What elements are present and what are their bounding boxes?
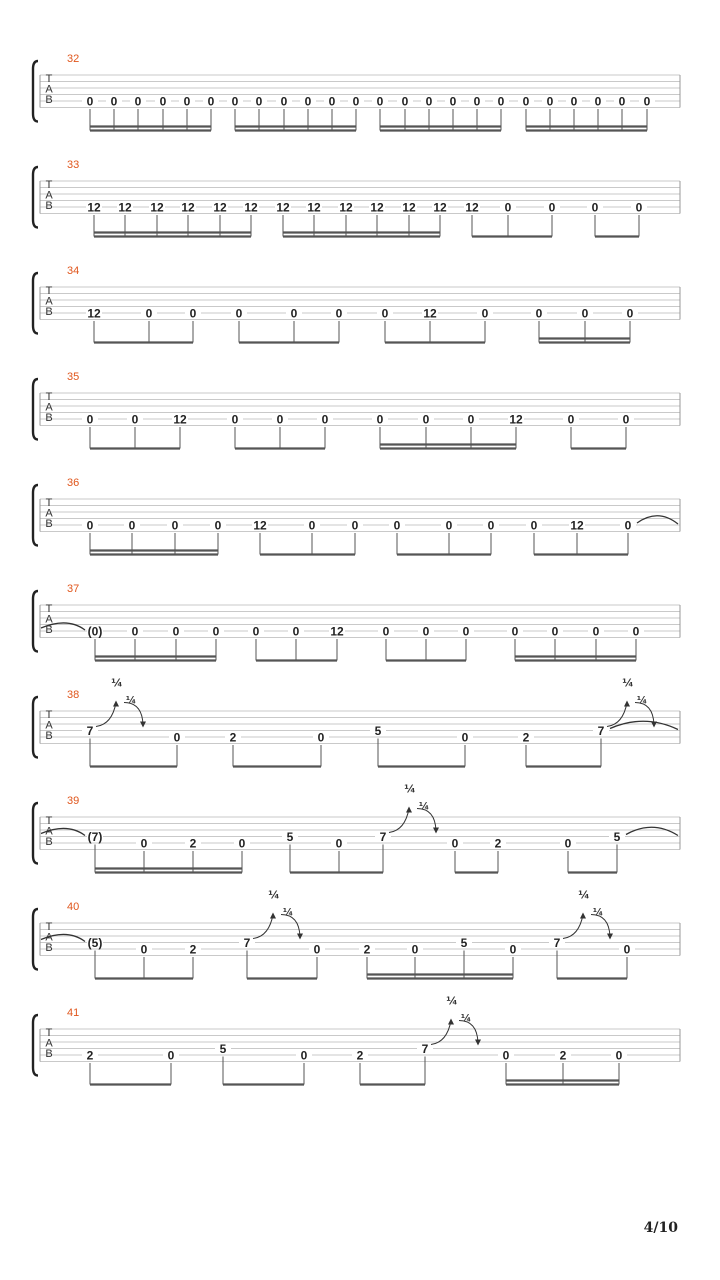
system-bracket <box>33 909 38 970</box>
tab-system <box>33 783 680 873</box>
tab-clef-letter: B <box>45 94 53 106</box>
tab-clef-letter: A <box>45 507 53 520</box>
tab-clef-letter: A <box>45 83 53 96</box>
fret-number: 12 <box>118 200 132 215</box>
fret-number: 12 <box>423 306 437 321</box>
bend-curve <box>431 1021 451 1045</box>
fret-number: 0 <box>86 94 94 109</box>
system-bracket <box>33 1015 38 1076</box>
fret-number: 0 <box>214 518 222 533</box>
fret-number: 0 <box>530 518 538 533</box>
fret-number: 0 <box>635 200 643 215</box>
bend-amount: ¼ <box>446 994 458 1008</box>
tab-clef-letter: B <box>45 836 53 848</box>
fret-number: 0 <box>173 730 181 745</box>
tie-out <box>610 721 678 729</box>
fret-number: 0 <box>317 730 325 745</box>
release-amount: ¼ <box>282 907 294 919</box>
fret-number: 0 <box>231 412 239 427</box>
fret-number: 0 <box>504 200 512 215</box>
tab-system <box>33 53 680 131</box>
fret-number: 2 <box>356 1048 364 1063</box>
measure-number: 32 <box>67 53 80 65</box>
release-amount: ¼ <box>636 695 648 707</box>
measure-number: 36 <box>67 477 80 489</box>
bend-curve <box>253 915 273 939</box>
bend-arrow-up <box>406 807 412 813</box>
bend-amount: ¼ <box>268 888 280 902</box>
bend-arrow-up <box>448 1019 454 1025</box>
tab-clef-letter: A <box>45 401 53 414</box>
fret-number: 0 <box>128 518 136 533</box>
tab-clef-letter: T <box>45 179 53 191</box>
fret-number: 0 <box>313 942 321 957</box>
fret-number: 0 <box>167 1048 175 1063</box>
tab-clef-letter: A <box>45 931 53 944</box>
bend-amount: ¼ <box>404 782 416 796</box>
fret-number: 12 <box>339 200 353 215</box>
tab-clef-letter: T <box>45 921 53 933</box>
release-amount: ¼ <box>460 1013 472 1025</box>
system-bracket <box>33 167 38 228</box>
fret-number: 0 <box>487 518 495 533</box>
fret-number: 12 <box>276 200 290 215</box>
fret-number: 0 <box>567 412 575 427</box>
fret-number: 12 <box>253 518 267 533</box>
system-bracket <box>33 697 38 758</box>
fret-number: 0 <box>411 942 419 957</box>
fret-number: 0 <box>467 412 475 427</box>
fret-number: 0 <box>626 306 634 321</box>
fret-number: 0 <box>502 1048 510 1063</box>
fret-number: 0 <box>335 306 343 321</box>
measure-number: 37 <box>67 583 80 595</box>
fret-number: 0 <box>172 624 180 639</box>
measure-number: 33 <box>67 159 80 171</box>
system-bracket <box>33 379 38 440</box>
fret-number: 12 <box>244 200 258 215</box>
fret-number: 0 <box>131 412 139 427</box>
tab-clef-letter: A <box>45 1037 53 1050</box>
system-bracket <box>33 803 38 864</box>
fret-number: 0 <box>511 624 519 639</box>
fret-number: 12 <box>307 200 321 215</box>
fret-number: 0 <box>425 94 433 109</box>
fret-number: 0 <box>548 200 556 215</box>
fret-number: 12 <box>370 200 384 215</box>
tab-system <box>33 477 680 555</box>
fret-number: 12 <box>87 200 101 215</box>
fret-number: 0 <box>238 836 246 851</box>
fret-number: 0 <box>623 942 631 957</box>
fret-number: 0 <box>382 624 390 639</box>
tab-clef-letter: T <box>45 497 53 509</box>
fret-number: 12 <box>433 200 447 215</box>
tab-system <box>33 995 680 1085</box>
tab-system <box>33 265 680 343</box>
fret-number: 0 <box>592 624 600 639</box>
fret-number: 0 <box>110 94 118 109</box>
fret-number: 12 <box>181 200 195 215</box>
system-bracket <box>33 485 38 546</box>
fret-number: 0 <box>290 306 298 321</box>
fret-number: 5 <box>460 936 468 950</box>
measure-number: 39 <box>67 795 80 807</box>
fret-number: (5) <box>87 936 103 950</box>
fret-number: 0 <box>183 94 191 109</box>
fret-number: 2 <box>189 836 197 851</box>
bend-amount: ¼ <box>111 676 123 690</box>
fret-number: 0 <box>618 94 626 109</box>
measure-number: 35 <box>67 371 80 383</box>
fret-number: 0 <box>351 518 359 533</box>
tab-clef-letter: T <box>45 815 53 827</box>
fret-number: 5 <box>374 724 382 738</box>
fret-number: 0 <box>591 200 599 215</box>
fret-number: 12 <box>213 200 227 215</box>
fret-number: 0 <box>401 94 409 109</box>
fret-number: 0 <box>140 836 148 851</box>
fret-number: 2 <box>189 942 197 957</box>
fret-number: (0) <box>87 624 103 639</box>
tab-clef-letter: A <box>45 295 53 308</box>
fret-number: 0 <box>352 94 360 109</box>
tab-clef-letter: A <box>45 613 53 626</box>
fret-number: 0 <box>451 836 459 851</box>
fret-number: 12 <box>173 412 187 427</box>
tab-system <box>33 159 680 237</box>
bend-curve <box>96 703 116 727</box>
fret-number: 0 <box>335 836 343 851</box>
measure-number: 41 <box>67 1007 80 1019</box>
bend-arrow-up <box>270 913 276 919</box>
fret-number: 0 <box>632 624 640 639</box>
tab-clef-letter: T <box>45 73 53 85</box>
tab-clef-letter: B <box>45 1048 53 1060</box>
fret-number: 0 <box>308 518 316 533</box>
fret-number: 2 <box>86 1048 94 1063</box>
tie-out <box>637 516 678 524</box>
fret-number: 0 <box>252 624 260 639</box>
bend-curve <box>563 915 583 939</box>
fret-number: 0 <box>86 412 94 427</box>
bend-arrow-up <box>580 913 586 919</box>
bend-curve <box>607 703 627 727</box>
fret-number: 0 <box>140 942 148 957</box>
measure-number: 34 <box>67 265 80 277</box>
fret-number: 0 <box>615 1048 623 1063</box>
tab-clef-letter: T <box>45 391 53 403</box>
fret-number: 0 <box>546 94 554 109</box>
fret-number: 0 <box>622 412 630 427</box>
tab-clef-letter: A <box>45 825 53 838</box>
fret-number: 0 <box>594 94 602 109</box>
fret-number: 0 <box>276 412 284 427</box>
fret-number: 0 <box>462 624 470 639</box>
fret-number: 7 <box>553 936 561 950</box>
fret-number: 5 <box>219 1042 227 1056</box>
fret-number: 0 <box>189 306 197 321</box>
tab-clef-letter: B <box>45 624 53 636</box>
tab-clef-letter: T <box>45 285 53 297</box>
fret-number: 12 <box>330 624 344 639</box>
fret-number: 12 <box>509 412 523 427</box>
measure-number: 40 <box>67 901 80 913</box>
tab-system <box>33 677 680 767</box>
tab-clef-letter: A <box>45 189 53 202</box>
fret-number: 0 <box>581 306 589 321</box>
fret-number: 0 <box>473 94 481 109</box>
fret-number: 7 <box>597 724 605 738</box>
bend-curve <box>389 809 409 833</box>
fret-number: 2 <box>522 730 530 745</box>
bend-arrow-up <box>624 701 630 707</box>
tab-clef-letter: T <box>45 1027 53 1039</box>
tab-clef-letter: T <box>45 709 53 721</box>
fret-number: 0 <box>159 94 167 109</box>
fret-number: 0 <box>393 518 401 533</box>
fret-number: 12 <box>87 306 101 321</box>
fret-number: 5 <box>286 830 294 844</box>
fret-number: 0 <box>131 624 139 639</box>
fret-number: 0 <box>497 94 505 109</box>
fret-number: 0 <box>212 624 220 639</box>
tie-out <box>626 827 678 835</box>
fret-number: 0 <box>535 306 543 321</box>
fret-number: 0 <box>304 94 312 109</box>
fret-number: 0 <box>643 94 651 109</box>
bend-amount: ¼ <box>578 888 590 902</box>
bend-arrow-up <box>113 701 119 707</box>
fret-number: 0 <box>86 518 94 533</box>
fret-number: 2 <box>229 730 237 745</box>
fret-number: 0 <box>522 94 530 109</box>
page-number: 4/10 <box>643 1220 678 1236</box>
system-bracket <box>33 61 38 122</box>
measure-number: 38 <box>67 689 80 701</box>
tab-clef-letter: B <box>45 200 53 212</box>
tab-clef-letter: B <box>45 306 53 318</box>
bend-amount: ¼ <box>622 676 634 690</box>
fret-number: 0 <box>255 94 263 109</box>
fret-number: (7) <box>87 830 103 844</box>
fret-number: 2 <box>559 1048 567 1063</box>
fret-number: 0 <box>481 306 489 321</box>
fret-number: 12 <box>150 200 164 215</box>
fret-number: 0 <box>449 94 457 109</box>
system-bracket <box>33 591 38 652</box>
system-bracket <box>33 273 38 334</box>
fret-number: 0 <box>134 94 142 109</box>
tab-clef-letter: B <box>45 518 53 530</box>
fret-number: 0 <box>300 1048 308 1063</box>
fret-number: 0 <box>207 94 215 109</box>
fret-number: 0 <box>570 94 578 109</box>
fret-number: 7 <box>243 936 251 950</box>
fret-number: 0 <box>171 518 179 533</box>
release-amount: ¼ <box>592 907 604 919</box>
fret-number: 0 <box>235 306 243 321</box>
tab-clef-letter: B <box>45 730 53 742</box>
fret-number: 0 <box>328 94 336 109</box>
fret-number: 0 <box>551 624 559 639</box>
fret-number: 5 <box>613 830 621 844</box>
fret-number: 2 <box>363 942 371 957</box>
tab-clef-letter: B <box>45 412 53 424</box>
tab-system <box>33 371 680 449</box>
fret-number: 0 <box>292 624 300 639</box>
release-amount: ¼ <box>418 801 430 813</box>
fret-number: 0 <box>422 412 430 427</box>
tab-clef-letter: T <box>45 603 53 615</box>
fret-number: 0 <box>381 306 389 321</box>
fret-number: 0 <box>280 94 288 109</box>
fret-number: 12 <box>570 518 584 533</box>
fret-number: 0 <box>509 942 517 957</box>
fret-number: 0 <box>564 836 572 851</box>
tab-clef-letter: B <box>45 942 53 954</box>
fret-number: 0 <box>376 412 384 427</box>
fret-number: 0 <box>445 518 453 533</box>
tab-system <box>33 889 680 979</box>
fret-number: 0 <box>376 94 384 109</box>
fret-number: 12 <box>465 200 479 215</box>
fret-number: 0 <box>461 730 469 745</box>
fret-number: 12 <box>402 200 416 215</box>
tab-system <box>33 583 680 661</box>
release-amount: ¼ <box>125 695 137 707</box>
fret-number: 0 <box>145 306 153 321</box>
fret-number: 0 <box>624 518 632 533</box>
fret-number: 0 <box>321 412 329 427</box>
fret-number: 7 <box>86 724 94 738</box>
fret-number: 2 <box>494 836 502 851</box>
fret-number: 0 <box>422 624 430 639</box>
fret-number: 7 <box>379 830 387 844</box>
fret-number: 0 <box>231 94 239 109</box>
fret-number: 7 <box>421 1042 429 1056</box>
tab-clef-letter: A <box>45 719 53 732</box>
